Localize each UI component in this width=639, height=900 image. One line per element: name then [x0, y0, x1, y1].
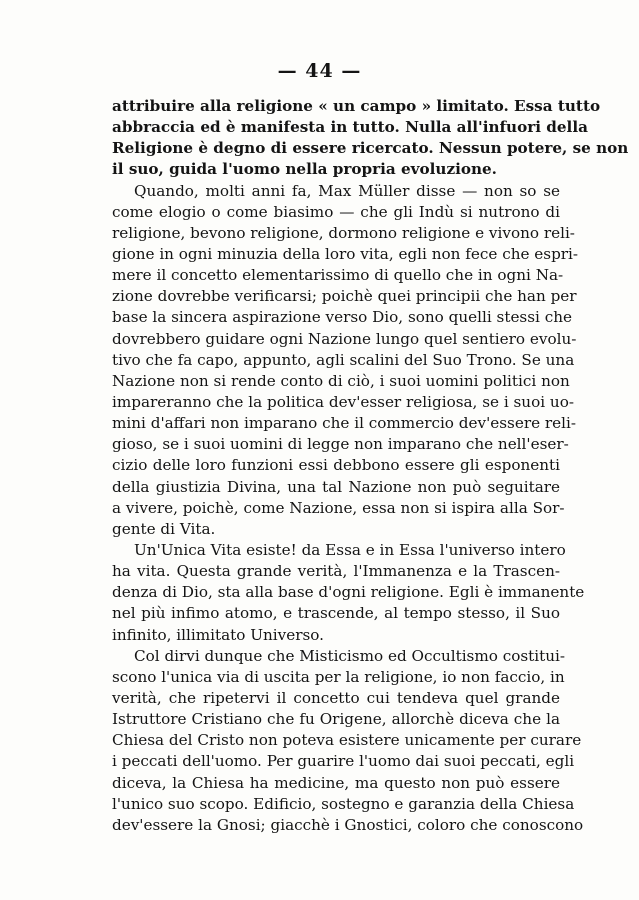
text-line: impareranno che la politica dev'esser religiosa, se i suoi uo-	[112, 392, 574, 411]
text-line: Nazione non si rende conto di ciò, i suoi uomini politici non	[112, 371, 570, 390]
text-line: l'unico suo scopo. Edificio, sostegno e garanzia della Chiesa	[112, 794, 575, 813]
text-line: il suo, guida l'uomo nella propria evoluzione.	[112, 160, 497, 179]
text-line: mere il concetto elementarissimo di quello che in ogni Na-	[112, 266, 564, 285]
text-line: Un'Unica Vita esiste! da Essa e in Essa l'universo intero	[134, 540, 566, 559]
text-line: abbraccia ed è manifesta in tutto. Nulla all'infuori della	[112, 118, 588, 137]
text-line: verità, che ripetervi il concetto cui tendeva quel grande	[112, 688, 560, 707]
text-line: gioso, se i suoi uomini di legge non imparano che nell'eser-	[112, 435, 569, 454]
text-line: diceva, la Chiesa ha medicine, ma questo non può essere	[112, 773, 560, 792]
text-line: tivo che fa capo, appunto, agli scalini del Suo Trono. Se una	[112, 350, 575, 369]
text-line: come elogio o come biasimo — che gli Indù si nutrono di	[112, 202, 560, 221]
text-line: Istruttore Cristiano che fu Origene, allorchè diceva che la	[112, 710, 560, 729]
text-line: gione in ogni minuzia della loro vita, egli non fece che espri-	[112, 244, 579, 263]
text-line: cizio delle loro funzioni essi debbono essere gli esponenti	[112, 456, 560, 475]
text-line: gente di Vita.	[112, 519, 216, 538]
text-line: Chiesa del Cristo non poteva esistere unicamente per curare	[112, 731, 582, 750]
text-line: zione dovrebbe verificarsi; poichè quei principii che han per	[112, 287, 577, 306]
text-line: Col dirvi dunque che Misticismo ed Occultismo costitui-	[134, 646, 565, 665]
text-line: della giustizia Divina, una tal Nazione non può seguitare	[112, 477, 560, 496]
paragraph-1	[112, 96, 629, 181]
text-line: base la sincera aspirazione verso Dio, sono quelli stessi che	[112, 308, 572, 327]
text-line: ha vita. Questa grande verità, l'Immanenza e la Trascen-	[112, 562, 560, 581]
text-line: Quando, molti anni fa, Max Müller disse — non so se	[134, 181, 560, 200]
text-line: mini d'affari non imparano che il commercio dev'essere reli-	[112, 414, 576, 433]
text-line: dev'essere la Gnosi; giacchè i Gnostici, coloro che conoscono	[112, 815, 584, 834]
paragraph-4	[112, 646, 584, 836]
text-line: nel più infimo atomo, e trascende, al tempo stesso, il Suo	[112, 604, 560, 623]
body-text	[112, 96, 629, 836]
text-line: scono l'unica via di uscita per la religione, io non faccio, in	[112, 667, 565, 686]
text-line: i peccati dell'uomo. Per guarire l'uomo dai suoi peccati, egli	[112, 752, 575, 771]
paragraph-3	[112, 540, 585, 646]
text-line: infinito, illimitato Universo.	[112, 625, 324, 644]
text-line: attribuire alla religione « un campo » limitato. Essa tutto	[112, 97, 601, 115]
page-number: — 44 —	[277, 60, 362, 82]
text-line: dovrebbero guidare ogni Nazione lungo quel sentiero evolu-	[112, 329, 577, 348]
text-line: denza di Dio, sta alla base d'ogni religione. Egli è immanente	[112, 583, 585, 602]
paragraph-2	[112, 181, 579, 540]
text-line: a vivere, poichè, come Nazione, essa non si ispira alla Sor-	[112, 498, 565, 517]
text-line: religione, bevono religione, dormono religione e vivono reli-	[112, 223, 575, 242]
text-line: Religione è degno di essere ricercato. Nessun potere, se non	[112, 139, 629, 158]
